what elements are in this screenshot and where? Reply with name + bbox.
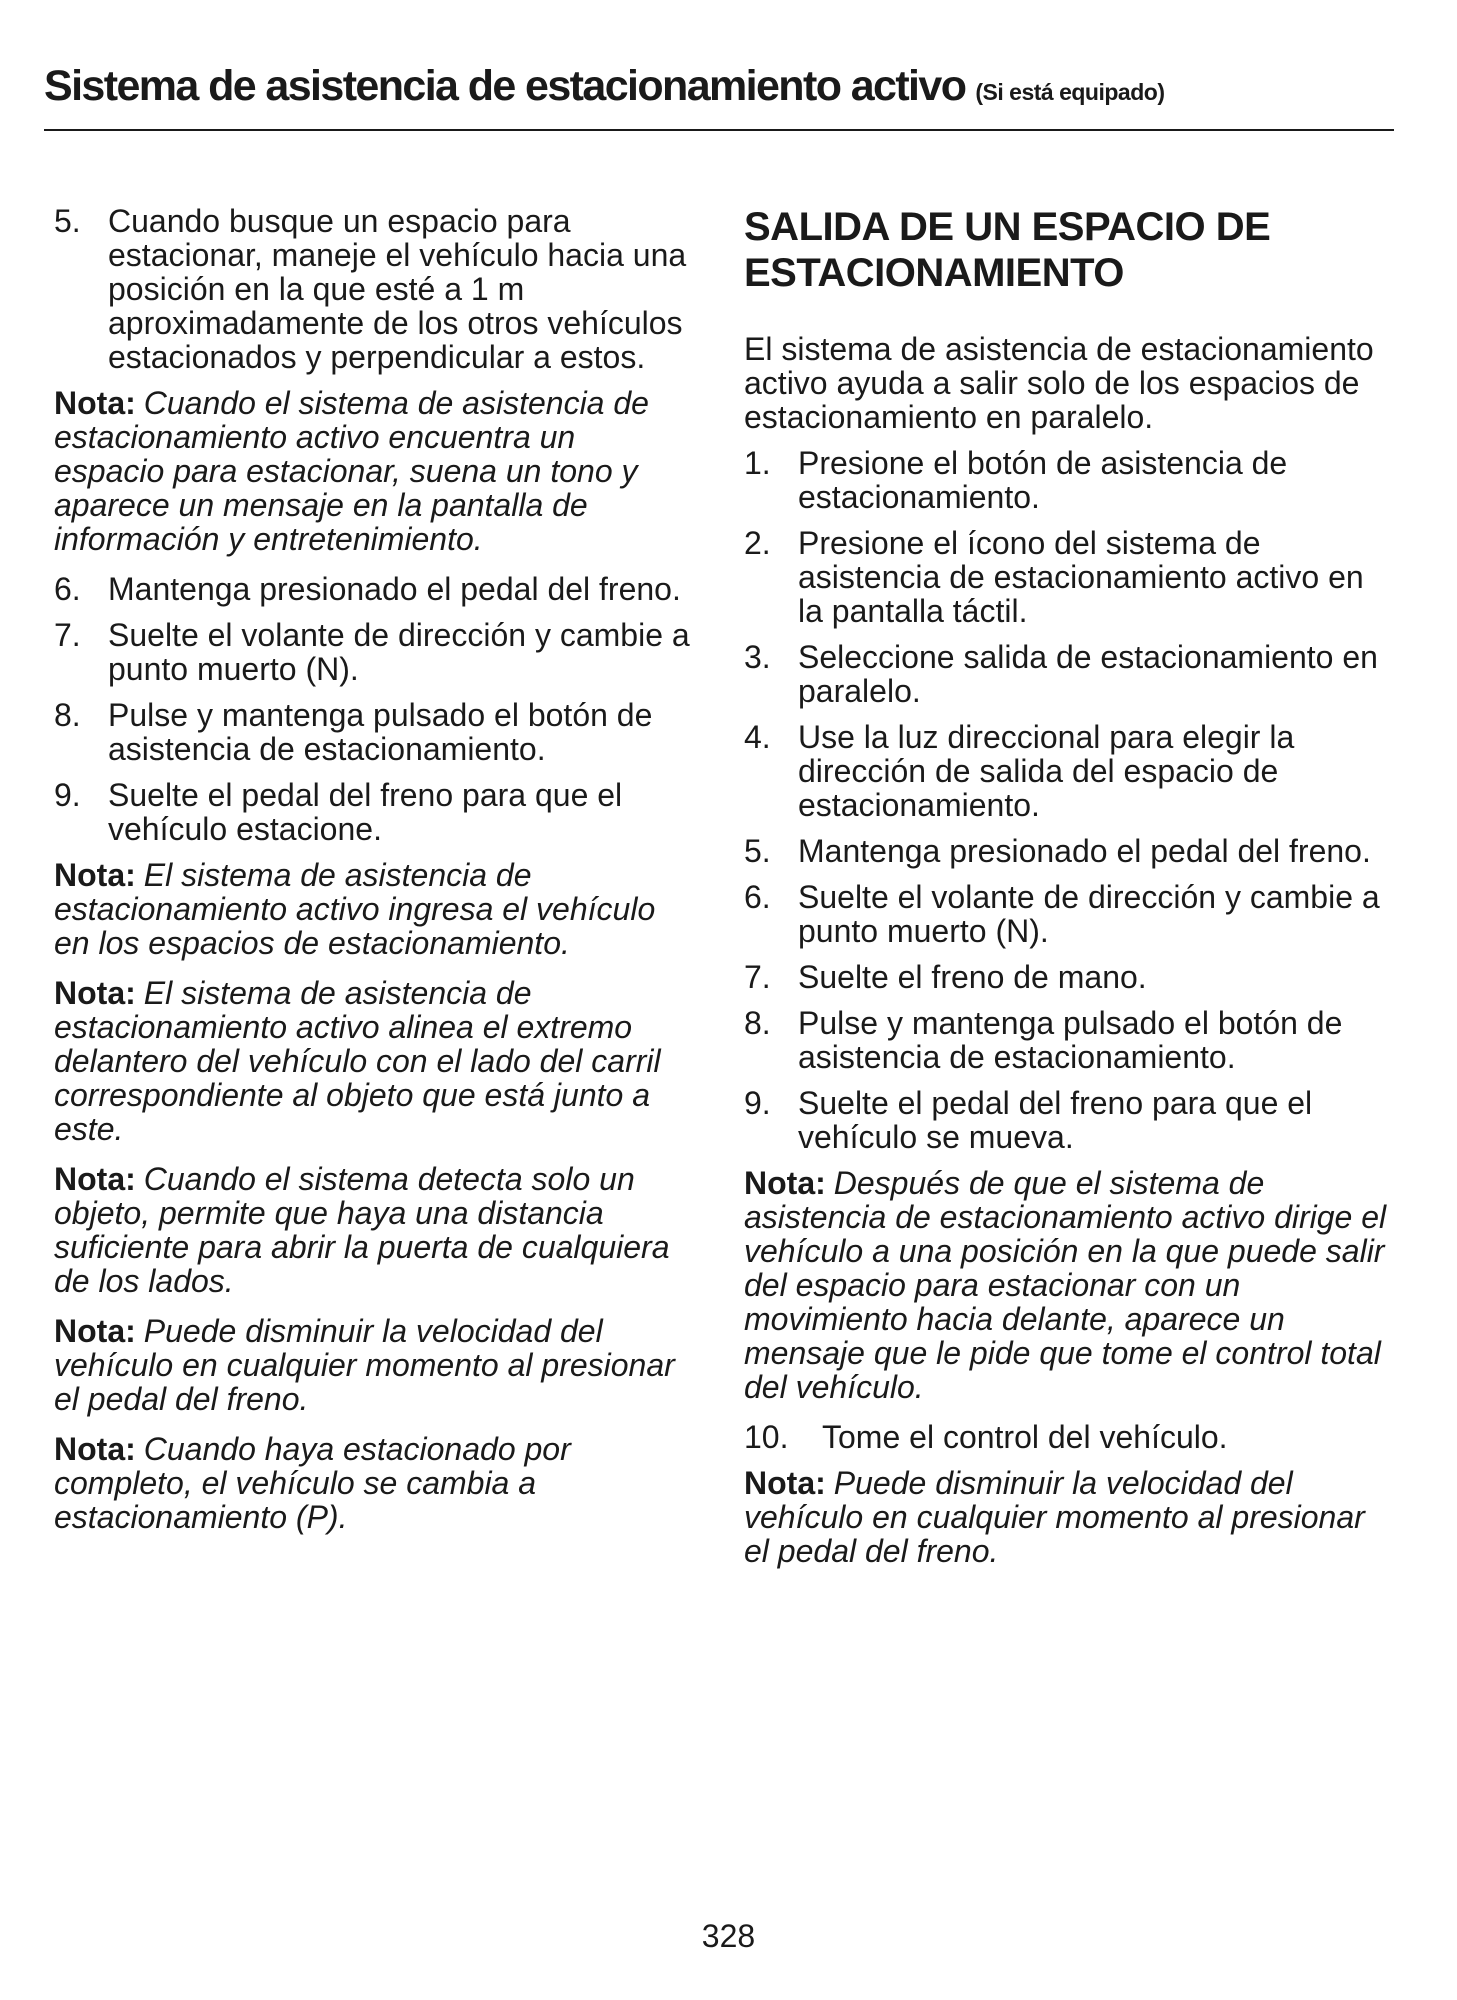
note-text: Cuando el sistema detecta solo un objeto, permite que haya una distancia suficiente para abrir la puerta de cualquiera de los lados. xyxy=(54,1161,670,1299)
step-number: 7. xyxy=(744,959,771,995)
list-item xyxy=(744,640,1394,708)
step-text: Suelte el pedal del freno para que el vehículo estacione. xyxy=(108,777,623,847)
right-column xyxy=(744,204,1394,1584)
note-text: Después de que el sistema de asistencia de estacionamiento activo dirige el vehículo a una posición en la que puede salir del espacio para estacionar con un movimiento hacia delante, aparece un mensaje que le pide que tome el control total del vehículo. xyxy=(744,1165,1387,1405)
list-item xyxy=(54,572,694,606)
note-label: Nota: xyxy=(54,385,136,421)
step-text: Mantenga presionado el pedal del freno. xyxy=(798,833,1371,869)
note-label: Nota: xyxy=(54,1313,136,1349)
note xyxy=(744,1466,1394,1568)
step-text: Presione el ícono del sistema de asistencia de estacionamiento activo en la pantalla táctil. xyxy=(798,525,1364,629)
step-number: 8. xyxy=(744,1005,771,1041)
step-number: 5. xyxy=(744,833,771,869)
section-title: SALIDA DE UN ESPACIO DE ESTACIONAMIENTO xyxy=(744,205,1271,295)
note xyxy=(744,1166,1394,1404)
step-number: 8. xyxy=(54,697,81,733)
step-text: Pulse y mantenga pulsado el botón de asistencia de estacionamiento. xyxy=(798,1005,1343,1075)
note-text: El sistema de asistencia de estacionamiento activo ingresa el vehículo en los espacios de estacionamiento. xyxy=(54,857,656,961)
step-number: 9. xyxy=(54,777,81,813)
step-number: 1. xyxy=(744,445,771,481)
step-text: Mantenga presionado el pedal del freno. xyxy=(108,571,681,607)
note-text: Cuando haya estacionado por completo, el vehículo se cambia a estacionamiento (P). xyxy=(54,1431,571,1535)
note-text: Puede disminuir la velocidad del vehículo en cualquier momento al presionar el pedal del freno. xyxy=(54,1313,675,1417)
note xyxy=(54,1314,694,1416)
note-label: Nota: xyxy=(54,975,136,1011)
note xyxy=(54,858,694,960)
list-item xyxy=(744,1086,1394,1154)
intro-paragraph: El sistema de asistencia de estacionamiento activo ayuda a salir solo de los espacios de estacionamiento en paralelo. xyxy=(744,331,1374,435)
left-column xyxy=(54,204,694,1550)
list-item xyxy=(54,778,694,846)
step-text: Suelte el volante de dirección y cambie a punto muerto (N). xyxy=(798,879,1380,949)
step-number: 6. xyxy=(54,571,81,607)
step-number: 4. xyxy=(744,719,771,755)
step-text: Suelte el pedal del freno para que el vehículo se mueva. xyxy=(798,1085,1313,1155)
list-item xyxy=(54,618,694,686)
step-text: Tome el control del vehículo. xyxy=(822,1419,1228,1455)
list-item xyxy=(744,720,1394,822)
note xyxy=(54,1162,694,1298)
step-text: Seleccione salida de estacionamiento en paralelo. xyxy=(798,639,1378,709)
page-number: 328 xyxy=(701,1918,756,1954)
header-subtitle: (Si está equipado) xyxy=(975,79,1165,105)
note xyxy=(54,1432,694,1534)
step-text: Cuando busque un espacio para estacionar, maneje el vehículo hacia una posición en la que esté a 1 m aproximadamente de los otros vehículos estacionados y perpendicular a estos. xyxy=(108,203,687,375)
list-item xyxy=(744,1006,1394,1074)
note-text: Puede disminuir la velocidad del vehículo en cualquier momento al presionar el pedal del freno. xyxy=(744,1465,1365,1569)
step-number: 6. xyxy=(744,879,771,915)
step-text: Suelte el freno de mano. xyxy=(798,959,1147,995)
note-label: Nota: xyxy=(54,1161,136,1197)
step-number: 2. xyxy=(744,525,771,561)
step-number: 7. xyxy=(54,617,81,653)
step-text: Suelte el volante de dirección y cambie a punto muerto (N). xyxy=(108,617,690,687)
header-title: Sistema de asistencia de estacionamiento activo xyxy=(44,62,966,110)
step-text: Use la luz direccional para elegir la dirección de salida del espacio de estacionamiento. xyxy=(798,719,1295,823)
note xyxy=(54,386,694,556)
list-item xyxy=(744,834,1394,868)
note-label: Nota: xyxy=(54,857,136,893)
step-text: Presione el botón de asistencia de estacionamiento. xyxy=(798,445,1288,515)
list-item xyxy=(744,446,1394,514)
step-number: 3. xyxy=(744,639,771,675)
list-item xyxy=(54,204,694,374)
step-text: Pulse y mantenga pulsado el botón de asistencia de estacionamiento. xyxy=(108,697,653,767)
note-text: Cuando el sistema de asistencia de estacionamiento activo encuentra un espacio para estacionar, suena un tono y aparece un mensaje en la pantalla de información y entretenimiento. xyxy=(54,385,649,557)
list-item xyxy=(744,880,1394,948)
page-header xyxy=(44,62,1394,131)
list-item xyxy=(744,960,1394,994)
note-label: Nota: xyxy=(54,1431,136,1467)
note-label: Nota: xyxy=(744,1465,826,1501)
step-number: 5. xyxy=(54,203,81,239)
list-item xyxy=(744,1420,1394,1454)
note xyxy=(54,976,694,1146)
note-text: El sistema de asistencia de estacionamiento activo alinea el extremo delantero del vehículo con el lado del carril correspondiente al objeto que está junto a este. xyxy=(54,975,661,1147)
list-item xyxy=(744,526,1394,628)
step-number: 10. xyxy=(744,1419,789,1455)
note-label: Nota: xyxy=(744,1165,826,1201)
step-number: 9. xyxy=(744,1085,771,1121)
list-item xyxy=(54,698,694,766)
